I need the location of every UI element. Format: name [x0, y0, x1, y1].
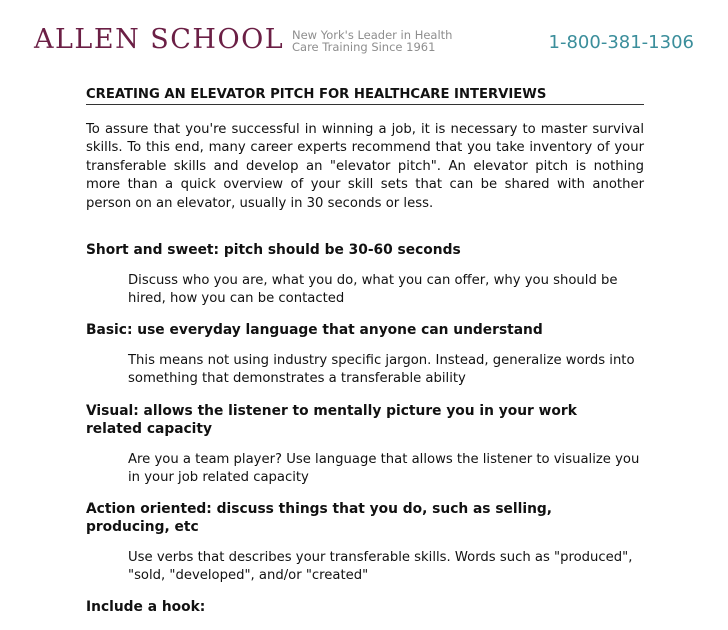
school-logo: ALLEN SCHOOL: [34, 24, 285, 55]
section-body-short-and-sweet: Discuss who you are, what you do, what you can offer, why you should be hired, how you can be contacted: [128, 273, 618, 307]
section-heading-short-and-sweet: Short and sweet: pitch should be 30-60 seconds: [86, 242, 461, 258]
tagline: [292, 29, 452, 53]
section-body-action-oriented: Use verbs that describes your transferable skills. Words such as "produced", "sold, "developed", and/or "created": [128, 550, 633, 584]
phone-number: 1-800-381-1306: [548, 32, 694, 53]
section-heading-action-oriented: Action oriented: discuss things that you do, such as selling, producing, etc: [86, 501, 553, 535]
tagline-line-1: New York's Leader in Health: [292, 28, 453, 42]
section-heading-basic: Basic: use everyday language that anyone can understand: [86, 322, 543, 338]
letterhead: [0, 0, 728, 70]
section-body-basic: This means not using industry specific jargon. Instead, generalize words into something that demonstrates a transferable ability: [128, 353, 635, 387]
section-heading-visual: Visual: allows the listener to mentally picture you in your work related capacity: [86, 403, 577, 437]
section-heading-include-a-hook: Include a hook:: [86, 599, 206, 615]
section-body-visual: Are you a team player? Use language that allows the listener to visualize you in your job related capacity: [128, 452, 640, 486]
intro-paragraph: To assure that you're successful in winning a job, it is necessary to master survival skills. To this end, many career experts recommend that you take inventory of your transferable skills and develop an "elevator pitch". An elevator pitch is nothing more than a quick overview of your skill sets that can be shared with another person on an elevator, usually in 30 seconds or less.: [86, 122, 644, 211]
document-title: CREATING AN ELEVATOR PITCH FOR HEALTHCARE INTERVIEWS: [86, 87, 644, 105]
tagline-line-2: Care Training Since 1961: [292, 40, 436, 54]
